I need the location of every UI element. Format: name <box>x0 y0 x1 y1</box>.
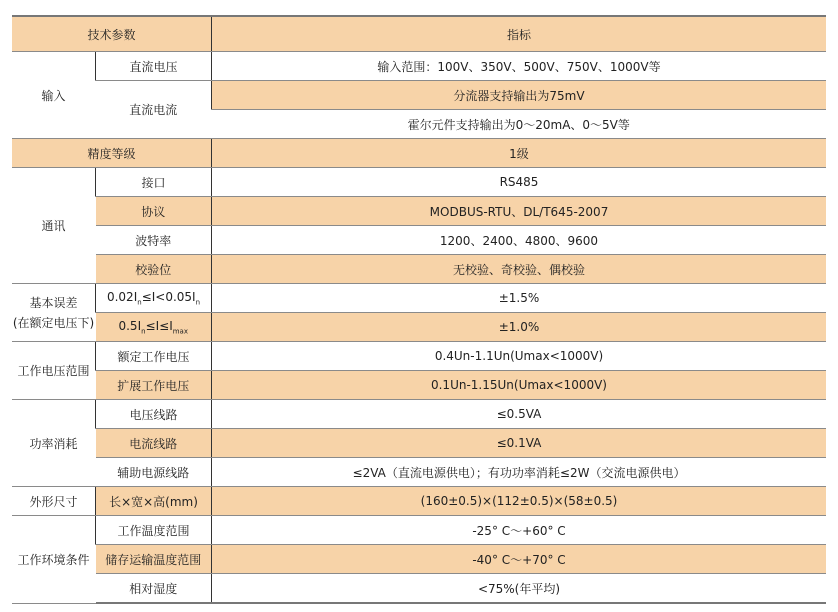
header-spec: 指标 <box>212 16 827 52</box>
table-row <box>12 313 826 342</box>
group-label-line: 基本误差 <box>29 295 78 310</box>
table-row <box>12 52 826 81</box>
row-label: 相对湿度 <box>96 574 212 604</box>
row-label: 工作温度范围 <box>96 516 212 545</box>
row-value: ≤0.5VA <box>212 400 827 429</box>
row-value: 0.1Un-1.15Un(Umax<1000V) <box>212 371 827 400</box>
row-value: RS485 <box>212 168 827 197</box>
table-row <box>12 139 826 168</box>
spec-table <box>12 15 826 604</box>
table-row <box>12 487 826 516</box>
row-value: ±1.0% <box>212 313 827 342</box>
table-row <box>12 226 826 255</box>
row-value: ≤2VA（直流电源供电）；有功功率消耗≤2W（交流电源供电） <box>212 458 827 487</box>
table-row <box>12 545 826 574</box>
table-row <box>12 371 826 400</box>
group-label-line: (在额定电压下) <box>12 315 95 330</box>
group-label: 通讯 <box>12 168 96 284</box>
table-row <box>12 516 826 545</box>
row-label: 扩展工作电压 <box>96 371 212 400</box>
group-label: 输入 <box>12 52 96 139</box>
table-row <box>12 168 826 197</box>
row-value: (160±0.5)×(112±0.5)×(58±0.5) <box>212 487 827 516</box>
group-label: 工作环境条件 <box>12 516 96 604</box>
table-row <box>12 197 826 226</box>
row-value: MODBUS-RTU、DL/T645-2007 <box>212 197 827 226</box>
table-row <box>12 429 826 458</box>
row-value: -40° C～+70° C <box>212 545 827 574</box>
row-value: 输入范围：100V、350V、500V、750V、1000V等 <box>212 52 827 81</box>
table-row <box>12 574 826 604</box>
row-value: 分流器支持输出为75mV <box>212 81 827 110</box>
row-label: 波特率 <box>96 226 212 255</box>
group-label: 外形尺寸 <box>12 487 96 516</box>
row-label: 辅助电源线路 <box>96 458 212 487</box>
header-param: 技术参数 <box>12 16 212 52</box>
row-label: 接口 <box>96 168 212 197</box>
group-label <box>12 284 96 342</box>
row-label: 储存运输温度范围 <box>96 545 212 574</box>
table-row <box>12 255 826 284</box>
row-value: <75%(年平均) <box>212 574 827 604</box>
row-value: ≤0.1VA <box>212 429 827 458</box>
row-label: 协议 <box>96 197 212 226</box>
table-row <box>12 284 826 313</box>
row-label: 电压线路 <box>96 400 212 429</box>
row-value: 0.4Un-1.1Un(Umax<1000V) <box>212 342 827 371</box>
table-row <box>12 342 826 371</box>
row-value: ±1.5% <box>212 284 827 313</box>
row-value: 无校验、奇校验、偶校验 <box>212 255 827 284</box>
row-label: 直流电流 <box>96 81 212 139</box>
row-label: 长×宽×高(mm) <box>96 487 212 516</box>
row-label: 额定工作电压 <box>96 342 212 371</box>
group-label: 工作电压范围 <box>12 342 96 400</box>
table-row <box>12 400 826 429</box>
row-value: 1级 <box>212 139 827 168</box>
row-label: $0.02I_n\le I<0.05I_n$ <box>96 284 212 313</box>
row-value: 霍尔元件支持输出为0～20mA、0～5V等 <box>212 110 827 139</box>
table-row <box>12 81 826 110</box>
row-label: 电流线路 <box>96 429 212 458</box>
group-label: 功率消耗 <box>12 400 96 487</box>
table-row <box>12 458 826 487</box>
row-value: -25° C～+60° C <box>212 516 827 545</box>
row-label: 校验位 <box>96 255 212 284</box>
row-value: 1200、2400、4800、9600 <box>212 226 827 255</box>
table-header <box>12 16 826 52</box>
row-label: 精度等级 <box>12 139 212 168</box>
row-label: 直流电压 <box>96 52 212 81</box>
row-label: $0.5I_n\le I\le I_{max}$ <box>96 313 212 342</box>
